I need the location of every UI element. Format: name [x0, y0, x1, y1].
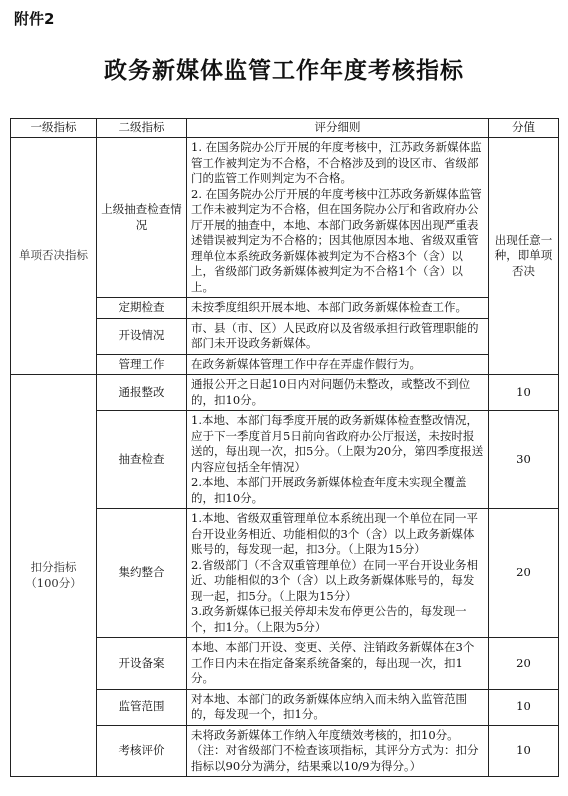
level2-cell: 上级抽查检查情况	[97, 138, 187, 298]
level1-veto: 单项否决指标	[11, 138, 97, 375]
score-cell: 30	[489, 411, 559, 509]
criteria-paragraph: 2.本地、本部门开展政务新媒体检查年度未实现全覆盖的，扣10分。	[191, 475, 467, 505]
table-header-row	[11, 119, 559, 138]
level2-cell: 抽查检查	[97, 411, 187, 509]
criteria-cell: 对本地、本部门的政务新媒体应纳入而未纳入监管范围的，每发现一个，扣1分。	[187, 689, 489, 725]
level2-cell: 开设备案	[97, 638, 187, 690]
level2-cell: 通报整改	[97, 375, 187, 411]
table-row	[11, 138, 559, 298]
criteria-paragraph: 1.本地、本部门每季度开展的政务新媒体检查整改情况，应于下一季度首月5日前向省政府办公厅报送，未按时报送的，每出现一次，扣5分。（上限为20分，第四季度报送内容应包括全年情况）	[191, 413, 484, 474]
header-criteria: 评分细则	[187, 119, 489, 138]
score-cell: 10	[489, 725, 559, 777]
criteria-cell: 市、县（市、区）人民政府以及省级承担行政管理职能的部门未开设政务新媒体。	[187, 318, 489, 354]
header-score: 分值	[489, 119, 559, 138]
criteria-paragraph: 2. 在国务院办公厅开展的年度考核中江苏政务新媒体监管工作未被判定为不合格，但在国务院办公厅和省政府办公厅开展的抽查中，本地、本部门政务新媒体因出现严重表述错误被判定为不合格的；因其他原因本地、省级双重管理单位本系统政务新媒体被判定为不合格3个（含）以上，省级部门政务新媒体被判定为不合格1个（含）以上。	[191, 186, 482, 294]
criteria-paragraph: 1. 在国务院办公厅开展的年度考核中，江苏政务新媒体监管工作被判定为不合格，不合格涉及到的设区市、省级部门的监管工作则判定为不合格。	[191, 140, 482, 185]
criteria-cell: 未按季度组织开展本地、本部门政务新媒体检查工作。	[187, 298, 489, 319]
level2-cell: 监管范围	[97, 689, 187, 725]
assessment-table	[10, 118, 559, 777]
score-cell: 10	[489, 689, 559, 725]
document-title: 政务新媒体监管工作年度考核指标	[104, 57, 464, 84]
attachment-label: 附件2	[14, 10, 55, 28]
criteria-cell: 未将政务新媒体工作纳入年度绩效考核的，扣10分。（注：对省级部门不检查该项指标，其评分方式为：扣分指标以90分为满分，结果乘以10/9为得分。）	[187, 725, 489, 777]
table-row	[11, 375, 559, 411]
header-level1: 一级指标	[11, 119, 97, 138]
criteria-cell: 本地、本部门开设、变更、关停、注销政务新媒体在3个工作日内未在指定备案系统备案的，每出现一次，扣1分。	[187, 638, 489, 690]
criteria-cell	[187, 138, 489, 298]
criteria-cell	[187, 411, 489, 509]
score-veto: 出现任意一种，即单项否决	[489, 138, 559, 375]
criteria-paragraph: 1.本地、省级双重管理单位本系统出现一个单位在同一平台开设业务相近、功能相似的3个（含）以上政务新媒体账号的，每发现一起，扣3分。（上限为15分）	[191, 511, 478, 556]
criteria-cell	[187, 509, 489, 638]
criteria-cell: 通报公开之日起10日内对问题仍未整改，或整改不到位的，扣10分。	[187, 375, 489, 411]
level2-cell: 定期检查	[97, 298, 187, 319]
level2-cell: 集约整合	[97, 509, 187, 638]
score-cell: 20	[489, 509, 559, 638]
criteria-paragraph: 2.省级部门（不含双重管理单位）在同一平台开设业务相近、功能相似的3个（含）以上政务新媒体账号的，每发现一起，扣5分。（上限为15分）	[191, 557, 478, 603]
level2-cell: 管理工作	[97, 354, 187, 375]
level1-deduction: 扣分指标（100分）	[11, 375, 97, 777]
criteria-paragraph: 3.政务新媒体已报关停却未发布停更公告的，每发现一个，扣1分。（上限为5分）	[191, 604, 467, 634]
level2-cell: 开设情况	[97, 318, 187, 354]
header-level2: 二级指标	[97, 119, 187, 138]
criteria-cell: 在政务新媒体管理工作中存在弄虚作假行为。	[187, 354, 489, 375]
score-cell: 20	[489, 638, 559, 690]
level2-cell: 考核评价	[97, 725, 187, 777]
score-cell: 10	[489, 375, 559, 411]
